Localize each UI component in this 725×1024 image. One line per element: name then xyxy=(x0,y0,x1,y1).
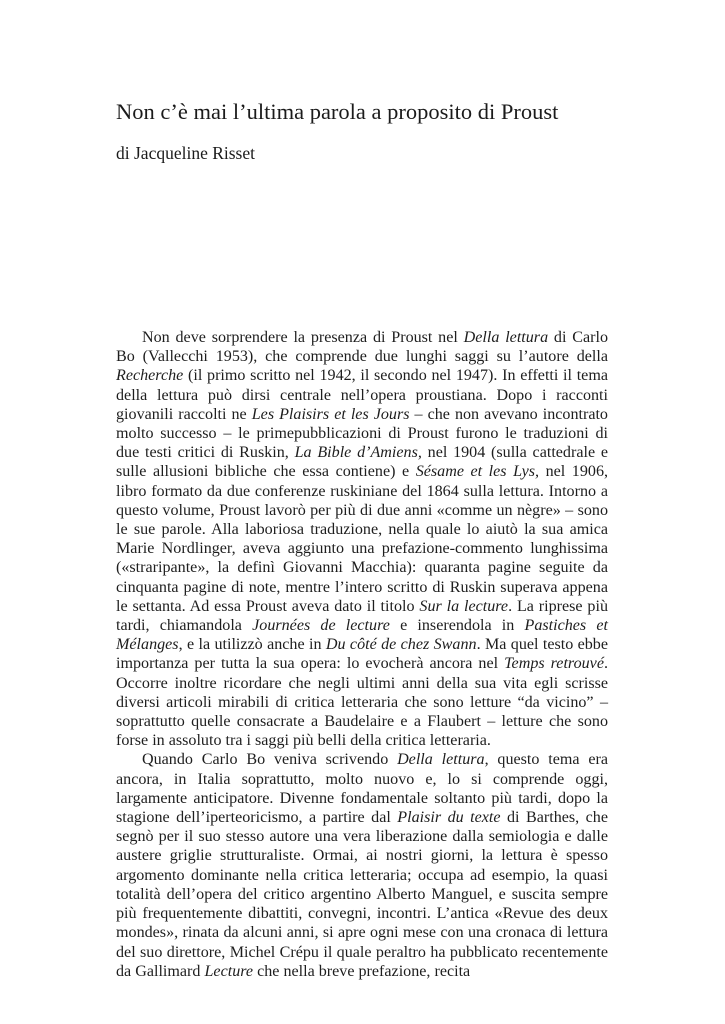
text-span: . Ma quel testo ebbe importanza per tutta la sua opera: lo evocherà ancora nel xyxy=(116,636,609,673)
text-span: Non deve sorprendere la presenza di Proust nel xyxy=(142,329,464,346)
italic-title-span: Pastiches et Mélanges xyxy=(116,617,609,654)
text-span: , e la utilizzò anche in xyxy=(178,636,326,654)
text-span: che nella breve prefazione, recita xyxy=(253,962,471,980)
italic-title-span: Recherche xyxy=(116,367,184,385)
text-span: . Occorre inoltre ricordare che negli ultimi anni della sua vita egli scrisse diversi articoli mirabili di critica letteraria che sono letture “da vicino” – soprattutto quelle consacrate a Baudelaire e a Flaubert – letture che sono forse in assoluto tra i saggi più belli della critica letteraria. xyxy=(116,655,608,750)
italic-title-span: Lecture xyxy=(204,962,254,980)
paragraph-1 xyxy=(116,328,608,750)
italic-title-span: Della lettura xyxy=(397,751,485,769)
paragraph-2 xyxy=(116,750,608,980)
text-span: nel 1906, libro formato da due conferenze ruskiniane del 1864 sulla lettura. Intorno a questo volume, Proust lavorò per più di due anni «comme un nègre» – sono le sue parole. Alla laboriosa traduzione, nella quale lo aiutò la sua amica Marie Nordlinger, aveva aggiunto una prefazione-commento lunghissima («straripante», la definì Giovanni Macchia): quaranta pagine seguite da cinquanta pagine di note, mentre l’intero scritto di Ruskin superava appena le settanta. Ad essa Proust aveva dato il titolo xyxy=(116,463,609,615)
text-span: – che non avevano incontrato molto successo – le primepubblicazioni di Proust furono le traduzioni di due testi critici di Ruskin, xyxy=(116,405,608,462)
text-span: di Carlo Bo (Vallecchi 1953), che comprende due lunghi saggi su l’autore della xyxy=(116,329,608,366)
text-span: nel 1904 (sulla cattedrale e sulle allusioni bibliche che essa contiene) e xyxy=(116,444,609,481)
text-span: Quando Carlo Bo veniva scrivendo xyxy=(142,751,398,769)
text-span: di Barthes, che segnò per il suo stesso autore una vera liberazione dalla semiologia e dalle austere griglie strutturaliste. Ormai, ai nostri giorni, la lettura è spesso argomento dominante nella critica letteraria; occupa ad esempio, la quasi totalità dell’opera del critico argentino Alberto Manguel, e suscita sempre più frequentemente dibattiti, convegni, incontri. L’antica «Revue des deux mondes», rinata da alcuni anni, si apre ogni mese con una cronaca di lettura del suo direttore, Michel Crépu il quale peraltro ha pubblicato recentemente da Gallimard xyxy=(116,809,608,980)
text-span: . La riprese più tardi, chiamandola xyxy=(116,597,608,635)
italic-title-span: Sésame et les Lys, xyxy=(415,463,540,481)
italic-title-span: Sur la lecture xyxy=(419,597,509,615)
page xyxy=(116,0,608,1024)
italic-title-span: Les Plaisirs et les Jours xyxy=(251,405,410,423)
article-title: Non c’è mai l’ultima parola a proposito di Proust xyxy=(116,99,559,124)
article-body xyxy=(116,328,608,981)
text-span: , questo tema era ancora, in Italia soprattutto, molto nuovo e, lo si comprende oggi, largamente anticipatore. Divenne fondamentale soltanto più tardi, dopo la stagione dell’iperteoricismo, a partire dal xyxy=(116,751,608,827)
italic-title-span: La Bible d’Amiens, xyxy=(294,444,422,462)
italic-title-span: Plaisir du texte xyxy=(397,809,501,827)
text-span: e inserendola in xyxy=(389,617,525,635)
article-author: di Jacqueline Risset xyxy=(116,143,256,163)
text-span: (il primo scritto nel 1942, il secondo nel 1947). In effetti il tema della lettura può dirsi centrale nell’opera proustiana. Dopo i racconti giovanili raccolti ne xyxy=(116,367,608,423)
italic-title-span: Journées de lecture xyxy=(252,617,390,635)
italic-title-span: Temps retrouvé xyxy=(504,655,604,673)
italic-title-span: Della lettura xyxy=(463,329,549,346)
italic-title-span: Du côté de chez Swann xyxy=(325,636,477,654)
